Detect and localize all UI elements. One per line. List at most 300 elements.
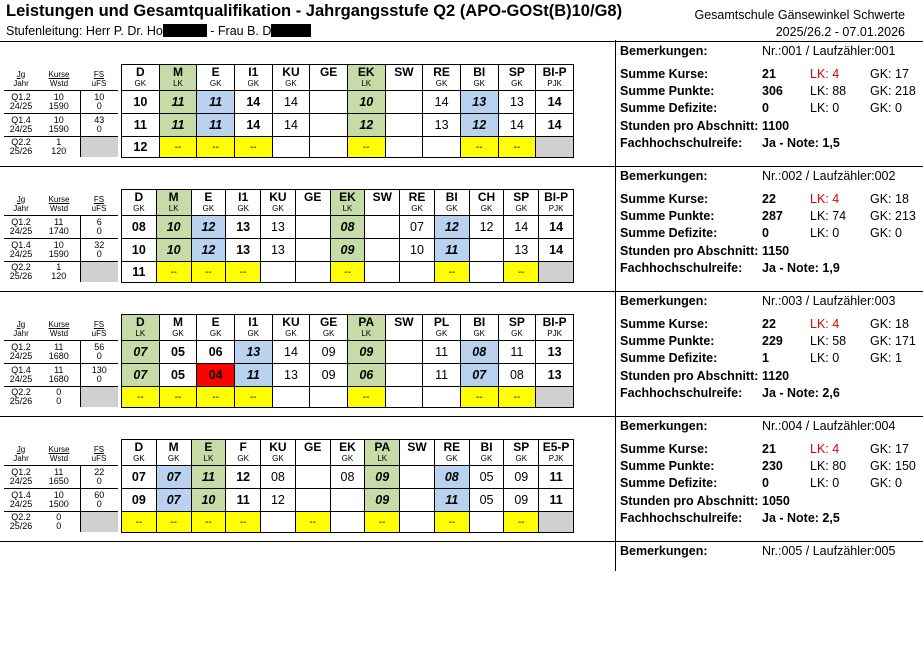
gk-value: GK: 1 [870,351,902,365]
separator: / [802,419,813,433]
hours-value: 0 [56,512,62,522]
grade-cell: 08 [434,466,469,489]
summary-value: 22 [762,317,776,331]
hours-cell [38,114,80,137]
hours-table [4,192,118,282]
gk-value: GK: 18 [870,317,909,331]
course-type: GK [480,203,493,213]
hours-value: Q2.2 [11,137,31,147]
subject-header [191,440,226,466]
subject-header [261,440,296,466]
summary-label: Fachhochschulreife: [620,136,743,150]
grade-cell: -- [347,387,385,408]
lz-prefix: Laufzähler: [812,169,875,183]
subject-name: M [172,314,183,329]
grade-cell: 12 [122,137,160,158]
subject-header [234,315,272,341]
grade-cell: 10 [400,239,435,262]
hours-header-bottom: Jahr [13,328,29,338]
hours-header-bottom: Wstd [49,203,69,213]
hours-header-cell [38,67,80,91]
grade-cell: -- [122,387,160,408]
summary-label: Fachhochschulreife: [620,261,743,275]
grade-cell: -- [434,262,469,283]
subject-header [156,190,191,216]
grade-cell: -- [234,387,272,408]
subject-name: E [204,439,213,454]
hours-header-cell [38,317,80,341]
hours-value: 0 [96,101,102,111]
nr-laufzaehler [762,294,895,308]
course-type: LK [203,453,214,463]
grade-cell: -- [460,137,498,158]
hours-cell [80,387,118,408]
gk-value: GK: 17 [870,67,909,81]
grade-cell: 07 [460,364,498,387]
summary-value: 306 [762,84,783,98]
grades-table [121,439,574,533]
hours-value: Q1.4 [11,365,31,375]
grade-cell: 12 [469,216,504,239]
summary-label: Fachhochschulreife: [620,386,743,400]
hours-value: Q1.2 [11,467,31,477]
grade-cell: 09 [310,364,348,387]
grade-cell [469,262,504,283]
subject-name: GE [304,439,322,454]
subject-name: BI [473,64,486,79]
summary-value: 1050 [762,494,790,508]
subject-name: BI-P [542,64,567,79]
grade-cell: 07 [122,364,160,387]
grade-cell [365,216,400,239]
grade-cell [261,262,296,283]
subject-name: I1 [238,189,249,204]
gk-value: GK: 0 [870,476,902,490]
grade-cell: 14 [498,114,536,137]
gk-value: GK: 0 [870,101,902,115]
course-type: GK [515,203,528,213]
grade-cell: -- [197,387,235,408]
summary-value: 230 [762,459,783,473]
grade-cell: 11 [191,466,226,489]
grade-cell: 12 [460,114,498,137]
hours-header-cell [4,317,38,341]
course-type: GK [435,78,448,88]
grade-cell: -- [498,387,536,408]
laufzaehler: 002 [874,169,896,183]
grade-cell [365,262,400,283]
course-type: GK [435,328,448,338]
course-type: GK [272,203,284,213]
grade-cell: 09 [365,466,400,489]
grade-cell: 06 [197,341,235,364]
summary-label: Fachhochschulreife: [620,511,743,525]
course-type: GK [511,328,523,338]
hours-cell [4,114,38,137]
hours-header-bottom: Jahr [13,78,29,88]
summary-label: Summe Kurse: [620,192,709,206]
gk-value: GK: 0 [870,226,902,240]
hours-header-bottom: Wstd [49,328,69,338]
summary-label: Stunden pro Abschnitt: [620,369,759,383]
subject-header [272,65,310,91]
hours-value: 1650 [48,476,69,486]
subject-name: D [134,189,144,204]
hours-cell [4,466,38,489]
nr-prefix: Nr.: [762,44,782,58]
lk-value: LK: 4 [810,317,840,331]
hours-value: 25/26 [9,146,33,156]
lz-prefix: Laufzähler: [812,419,875,433]
subject-name: D [135,314,145,329]
redaction-bar [163,24,207,37]
hours-cell [38,489,80,512]
hours-value: 0 [96,374,102,384]
grades-table [121,189,574,283]
grade-cell: -- [122,512,157,533]
subject-name: SP [508,314,525,329]
grade-cell: -- [498,137,536,158]
grade-cell: 14 [539,216,574,239]
grade-cell: -- [226,262,261,283]
grade-cell: 08 [261,466,296,489]
school-name: Gesamtschule Gänsewinkel Schwerte [694,8,905,22]
subject-name: PA [358,314,375,329]
hours-value: 10 [53,115,64,125]
summary-label: Stunden pro Abschnitt: [620,119,759,133]
summary-label: Summe Kurse: [620,317,709,331]
laufzaehler: 005 [874,544,896,558]
summary-value: 1150 [762,244,790,258]
hours-table [4,442,118,532]
grade-cell: -- [159,387,197,408]
hours-value: 0 [96,476,102,486]
stufenleitung-b: - Frau B. D [206,24,272,38]
subject-header [122,315,160,341]
course-type: PJK [547,328,562,338]
hours-cell [38,364,80,387]
nr-prefix: Nr.: [762,544,782,558]
summary-value: 0 [762,101,769,115]
subject-header [539,440,574,466]
grade-cell: 05 [469,466,504,489]
grade-cell [310,91,348,114]
subject-name: E5-P [542,439,570,454]
hours-cell [38,137,80,158]
summary-label: Summe Defizite: [620,351,718,365]
grade-cell: 07 [156,466,191,489]
hours-cell [80,114,118,137]
hours-value: 11 [54,467,64,477]
hours-value: 24/25 [9,499,33,509]
grade-cell: -- [347,137,385,158]
hours-value: Q1.4 [11,490,31,500]
grade-cell [310,387,348,408]
hours-header-top: FS [93,319,105,329]
student-block [0,292,923,417]
grade-cell: 10 [122,91,160,114]
grade-cell [295,489,330,512]
hours-header-top: Jg [16,444,26,454]
grade-cell: 09 [122,489,157,512]
subject-name: I1 [248,64,259,79]
grade-cell [385,137,423,158]
course-type: PJK [548,203,564,213]
grade-cell: 13 [234,341,272,364]
nr-prefix: Nr.: [762,169,782,183]
lk-value: LK: 4 [810,192,840,206]
redaction-bar [271,24,311,37]
subject-header [122,65,160,91]
lk-value: LK: 4 [810,67,840,81]
hours-cell [80,239,118,262]
hours-cell [38,262,80,283]
grade-cell: 13 [261,239,296,262]
hours-value: 22 [94,467,105,477]
summary-value: 0 [762,226,769,240]
grade-cell: 13 [504,239,539,262]
course-type: GK [445,453,458,463]
grade-cell: 11 [226,489,261,512]
subject-header [385,65,423,91]
subject-header [159,65,197,91]
subject-header [400,190,435,216]
grade-cell: 11 [197,114,235,137]
nr-laufzaehler [762,44,895,58]
subject-header [365,440,400,466]
summary-label: Summe Punkte: [620,209,715,223]
summary-value: Ja - Note: 1,9 [762,261,840,275]
subject-name: SW [407,439,427,454]
subject-header [310,315,348,341]
hours-value: 0 [56,387,62,397]
grade-cell: 10 [347,91,385,114]
subject-header [498,315,536,341]
grade-cell: 09 [504,489,539,512]
grade-cell [365,239,400,262]
hours-cell [4,364,38,387]
hours-value: 1680 [48,351,69,361]
subject-header [504,440,539,466]
grade-cell: 14 [423,91,461,114]
subject-header [536,65,574,91]
grade-cell [385,91,423,114]
grade-cell [310,137,348,158]
hours-value: Q1.4 [11,115,31,125]
hours-value: 25/26 [9,271,33,281]
course-type: PJK [548,453,564,463]
hours-value: 11 [54,217,64,227]
grades-table [121,314,574,408]
lk-value: LK: 58 [810,334,847,348]
grade-cell: -- [156,262,191,283]
hours-value: Q2.2 [11,262,31,272]
hours-cell [38,466,80,489]
subject-name: KU [282,64,300,79]
lk-value: LK: 88 [810,84,847,98]
course-type: GK [202,203,215,213]
hours-cell [80,262,118,283]
summary-label: Summe Defizite: [620,101,718,115]
grade-cell [539,512,574,533]
grade-cell: 09 [310,341,348,364]
subject-name: SW [394,64,414,79]
grade-cell: 11 [434,489,469,512]
hours-value: Q1.2 [11,342,31,352]
student-nr: 003 [781,294,803,308]
summary-label: Summe Defizite: [620,476,718,490]
course-type: GK [285,328,297,338]
hours-header-cell [80,442,118,466]
nr-prefix: Nr.: [762,294,782,308]
course-type: GK [473,78,486,88]
hours-header-top: Kurse [48,444,70,454]
hours-header-top: Kurse [48,194,70,204]
summary-label: Bemerkungen: [620,44,708,58]
course-type: GK [473,328,486,338]
summary-label: Summe Kurse: [620,67,709,81]
course-type: GK [172,328,184,338]
hours-value: 24/25 [9,124,33,134]
hours-cell [80,489,118,512]
hours-header-bottom: Jahr [13,453,29,463]
grade-cell: 05 [469,489,504,512]
course-type [386,328,423,339]
subject-name: M [168,189,179,204]
hours-header-bottom: uFS [91,78,107,88]
hours-cell [80,512,118,533]
hours-value: 24/25 [9,101,33,111]
stufenleitung [6,24,311,38]
subject-name: KU [269,439,287,454]
grade-cell: 09 [504,466,539,489]
subject-header [197,65,235,91]
grade-cell: 10 [191,489,226,512]
lk-value: LK: 0 [810,226,840,240]
summary-value: 1120 [762,369,790,383]
grade-cell: 12 [434,216,469,239]
separator: / [802,294,813,308]
lz-prefix: Laufzähler: [812,294,875,308]
hours-cell [80,341,118,364]
grade-cell: 06 [347,364,385,387]
grade-cell: 14 [536,91,574,114]
course-type: GK [445,203,458,213]
subject-header [122,190,157,216]
grade-cell: 13 [536,341,574,364]
grade-cell: 11 [122,262,157,283]
grade-cell: 13 [261,216,296,239]
course-type: GK [209,328,222,338]
hours-value: 1590 [48,249,69,259]
summary-label: Summe Punkte: [620,84,715,98]
grade-cell: 13 [536,364,574,387]
hours-value: 1590 [48,101,69,111]
subject-name: PL [433,314,450,329]
gk-value: GK: 150 [870,459,916,473]
summary-label: Bemerkungen: [620,544,708,558]
subject-name: SP [513,439,530,454]
grade-cell [330,489,365,512]
student-nr: 004 [781,419,803,433]
nr-laufzaehler [762,544,895,558]
grade-cell: 11 [197,91,235,114]
course-type: LK [342,203,353,213]
grade-cell: 08 [330,216,365,239]
subject-header [504,190,539,216]
grade-cell [295,466,330,489]
hours-header-cell [4,442,38,466]
subject-header [261,190,296,216]
subject-header [156,440,191,466]
grade-cell: -- [460,387,498,408]
grade-cell: 14 [272,341,310,364]
hours-value: 11 [54,365,64,375]
course-type: GK [322,328,335,338]
hours-value: 24/25 [9,351,33,361]
course-type: GK [411,203,423,213]
course-type: GK [247,78,260,88]
laufzaehler: 004 [874,419,896,433]
summary-label: Bemerkungen: [620,419,708,433]
hours-cell [4,489,38,512]
hours-header-top: Kurse [48,69,70,79]
grade-cell [469,239,504,262]
student-block [0,42,923,167]
hours-cell [80,91,118,114]
hours-value: Q1.2 [11,217,31,227]
hours-header-cell [4,67,38,91]
summary-value: 229 [762,334,783,348]
course-type [296,453,330,464]
hours-cell [80,216,118,239]
subject-name: SW [394,314,414,329]
hours-header-cell [80,192,118,216]
grade-cell [385,364,423,387]
summary-label: Bemerkungen: [620,294,708,308]
course-type: GK [209,78,222,88]
subject-name: EK [357,64,375,79]
course-type: GK [237,453,249,463]
nr-laufzaehler [762,419,895,433]
hours-value: 10 [53,92,64,102]
grade-cell: 09 [365,489,400,512]
grade-cell [310,114,348,137]
subject-header [460,65,498,91]
hours-header-cell [38,192,80,216]
summary-label: Stunden pro Abschnitt: [620,494,759,508]
hours-header-top: Jg [16,194,26,204]
subject-header [310,65,348,91]
lk-value: LK: 0 [810,101,840,115]
hours-cell [80,466,118,489]
grade-cell: 11 [498,341,536,364]
course-type: GK [272,453,284,463]
hours-cell [80,137,118,158]
course-type: LK [361,78,372,88]
course-type: GK [167,453,180,463]
grade-cell: 10 [156,239,191,262]
hours-cell [4,262,38,283]
hours-cell [38,239,80,262]
course-type [310,78,347,89]
subject-header [295,440,330,466]
summary-label: Summe Punkte: [620,459,715,473]
hours-cell [4,239,38,262]
grade-cell: -- [504,262,539,283]
grades-table [121,64,574,158]
hours-header-bottom: Wstd [49,453,69,463]
